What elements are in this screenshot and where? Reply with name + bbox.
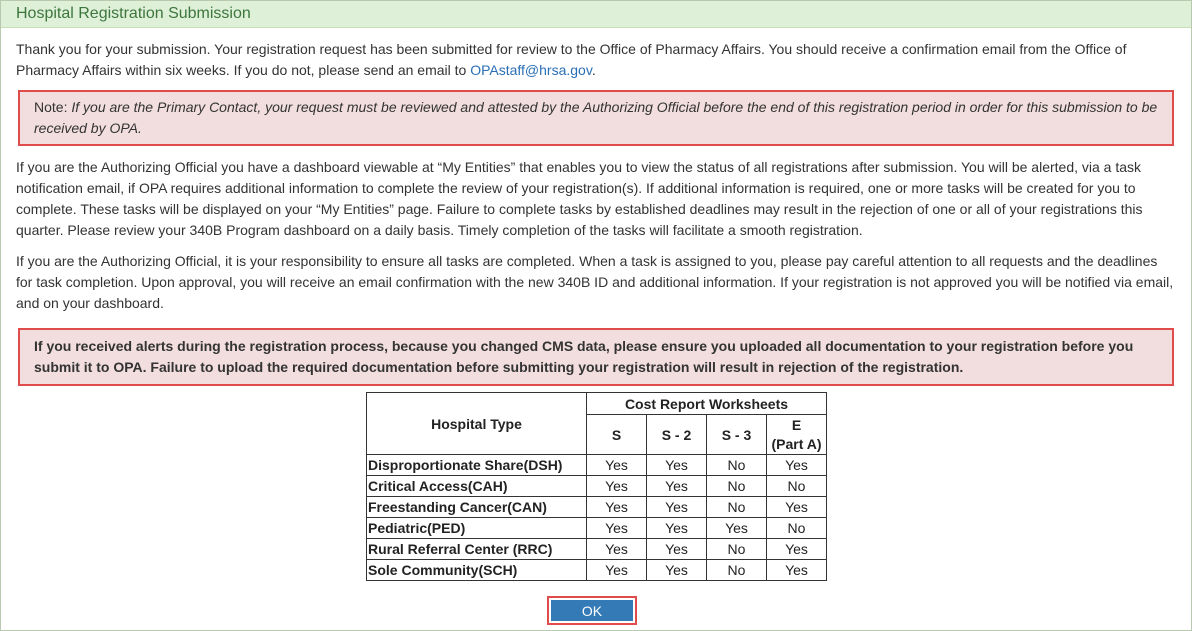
cell-value: Yes (587, 497, 647, 518)
responsibility-paragraph: If you are the Authorizing Official, it is your responsibility to ensure all tasks are completed. When a task is assigned to you, please pay careful attention to all requests and the deadlines for task completion. Upon approval, you will receive an email confirmation with the new 340B ID and additional information. If your registration is not approved you will be notified via email, and on your dashboard. (16, 253, 1174, 311)
cell-value: Yes (647, 497, 707, 518)
row-name: Critical Access(CAH) (367, 476, 587, 497)
row-name: Rural Referral Center (RRC) (367, 539, 587, 560)
cell-value: Yes (587, 476, 647, 497)
cell-value: Yes (647, 560, 707, 581)
cell-value: Yes (647, 455, 707, 476)
cell-value: No (707, 539, 767, 560)
cell-value: Yes (767, 539, 827, 560)
cell-value: Yes (647, 476, 707, 497)
intro-suffix: . (591, 62, 596, 78)
column-header-e-label: E (791, 416, 802, 433)
cms-alert: If you received alerts during the registration process, because you changed CMS data, please ensure you uploaded all documentation to your registration before you submit it to OPA. Failure to upload the required documentation before submitting your registration will result in rejection of the registration. (18, 328, 1174, 386)
table-row (367, 476, 827, 497)
cell-value: No (707, 455, 767, 476)
cost-report-table (366, 392, 827, 581)
column-header-e-sub: (Part A) (771, 435, 822, 452)
cell-value: Yes (647, 539, 707, 560)
row-name: Pediatric(PED) (367, 518, 587, 539)
cell-value: Yes (587, 455, 647, 476)
dashboard-paragraph: If you are the Authorizing Official you have a dashboard viewable at “My Entities” that enables you to view the status of all registrations after submission. You will be alerted, via a task notification email, if OPA requires additional information to complete the review of your registration(s). If additional information is required, one or more tasks will be created for you to complete. These tasks will be displayed on your “My Entities” page. Failure to complete tasks by established deadlines may result in the rejection of one or all of your registrations this quarter. Please review your 340B Program dashboard on a daily basis. Timely completion of the tasks will facilitate a smooth registration. (16, 159, 1143, 238)
cell-value: Yes (707, 518, 767, 539)
ok-button-highlight (547, 596, 637, 625)
column-header-s3: S - 3 (707, 415, 767, 455)
cost-report-header: Cost Report Worksheets (587, 393, 827, 415)
column-header-e (767, 415, 827, 455)
cell-value: Yes (587, 560, 647, 581)
table-row (367, 518, 827, 539)
primary-contact-note (18, 90, 1174, 146)
cell-value: No (707, 497, 767, 518)
column-header-s2: S - 2 (647, 415, 707, 455)
cell-value: Yes (647, 518, 707, 539)
ok-button[interactable]: OK (551, 600, 633, 621)
cell-value: Yes (767, 497, 827, 518)
row-name: Freestanding Cancer(CAN) (367, 497, 587, 518)
row-name: Disproportionate Share(DSH) (367, 455, 587, 476)
cell-value: No (767, 518, 827, 539)
intro-text: Thank you for your submission. Your registration request has been submitted for review to the Office of Pharmacy Affairs. You should receive a confirmation email from the Office of Pharmacy Affairs within six weeks. If you do not, please send an email to (16, 41, 1127, 78)
note-label: Note: (34, 99, 68, 115)
table-row (367, 560, 827, 581)
cell-value: Yes (587, 518, 647, 539)
cell-value: No (767, 476, 827, 497)
table-row (367, 455, 827, 476)
cell-value: Yes (767, 560, 827, 581)
column-header-s: S (587, 415, 647, 455)
panel-header (1, 1, 1191, 28)
email-link[interactable]: OPAstaff@hrsa.gov (470, 62, 592, 78)
cell-value: No (707, 476, 767, 497)
cell-value: Yes (587, 539, 647, 560)
intro-paragraph (16, 39, 1176, 81)
table-row (367, 539, 827, 560)
table-row (367, 497, 827, 518)
cell-value: Yes (767, 455, 827, 476)
note-body: If you are the Primary Contact, your request must be reviewed and attested by the Authorizing Official before the end of this registration period in order for this submission to be received by OPA. (34, 99, 1158, 136)
row-name: Sole Community(SCH) (367, 560, 587, 581)
panel-body (1, 39, 1191, 386)
page-title: Hospital Registration Submission (16, 5, 251, 22)
cell-value: No (707, 560, 767, 581)
hospital-type-header: Hospital Type (367, 393, 587, 455)
